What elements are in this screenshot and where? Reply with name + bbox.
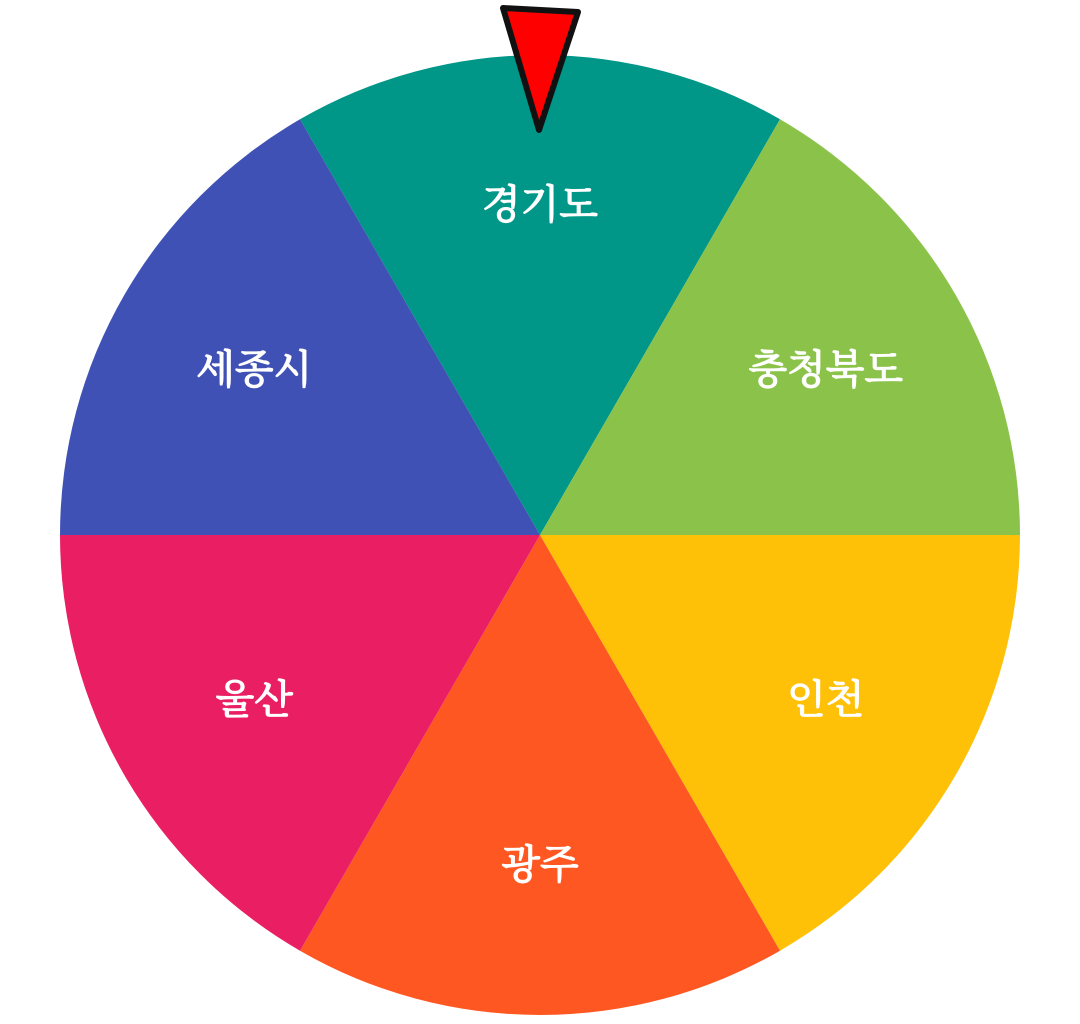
wheel-segment-label: 광주 [501,842,579,888]
wheel-segment-label: 경기도 [482,182,598,228]
wheel-segment-label: 충청북도 [748,347,904,393]
wheel-segment-label: 세종시 [196,347,313,393]
wheel-segment-label: 울산 [215,677,293,723]
wheel-segment-label: 인천 [787,677,865,723]
